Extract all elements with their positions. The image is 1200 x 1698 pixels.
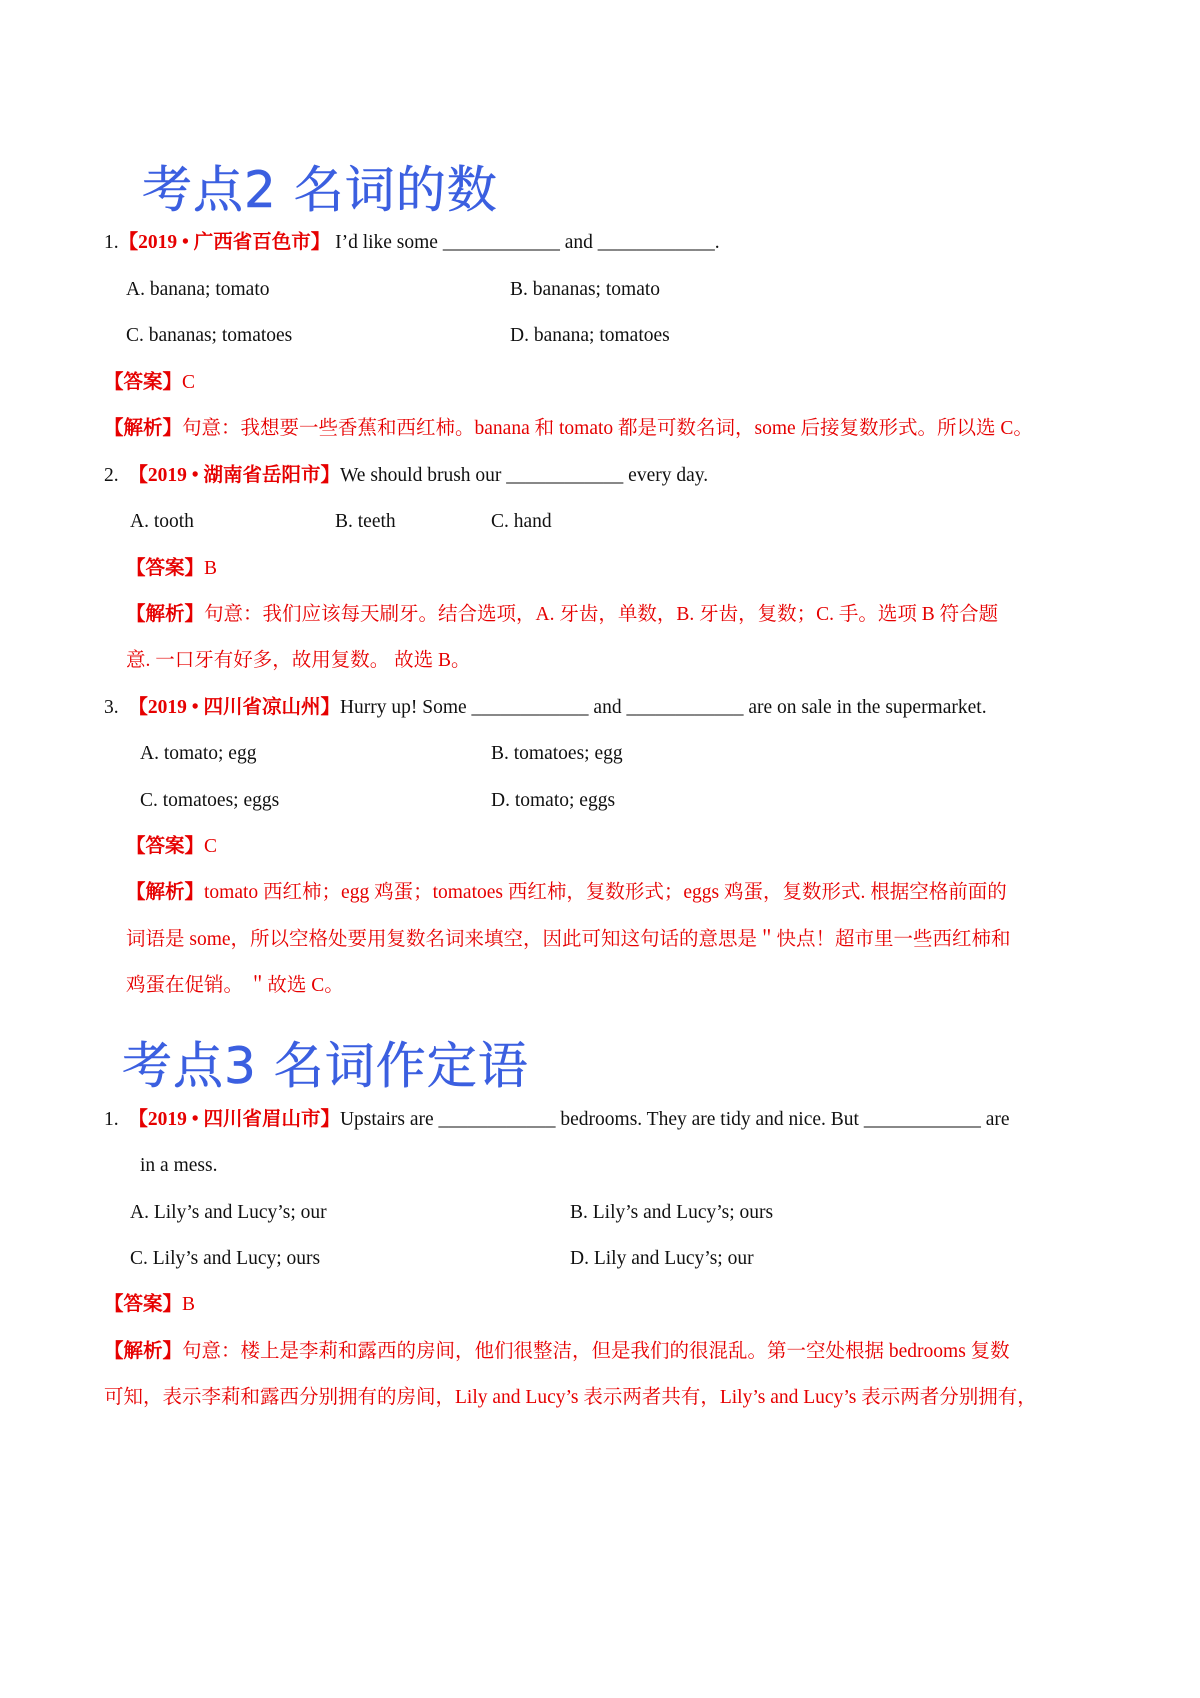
option-c: C. tomatoes; eggs [140,790,280,811]
question-source: 【2019 • 广西省百色市】 [118,232,331,253]
question-number: 3. [104,697,119,718]
analysis-text: 句意：我们应该每天刷牙。结合选项，A. 牙齿，单数，B. 牙齿，复数；C. 手。选项 B 符合题 [204,604,999,625]
answer-label: 【答案】 [126,836,205,857]
analysis-label: 【解析】 [126,882,205,903]
question-stem: I’d like some ____________ and ____________. [335,232,720,253]
question-stem: Hurry up! Some ____________ and ____________ are on sale in the supermarket. [339,697,987,718]
option-a: A. tomato; egg [140,743,257,764]
option-b: B. tomatoes; egg [491,743,623,764]
analysis [126,603,998,627]
answer-label: 【答案】 [104,1294,183,1315]
analysis [104,1340,1010,1364]
question-2 [104,464,708,488]
question-1 [104,1108,1010,1132]
answer [104,1293,195,1317]
section-title: 考点3 名词作定语 [122,1037,529,1095]
analysis-label: 【解析】 [126,604,205,625]
question-3 [104,696,987,720]
answer-label: 【答案】 [126,558,205,579]
answer-value: C [204,836,218,857]
analysis-continued: 鸡蛋在促销。 ＂故选 C。 [126,975,344,996]
option-a: A. tooth [130,511,194,532]
answer-value: B [204,558,218,579]
option-d: D. Lily and Lucy’s; our [570,1248,754,1269]
analysis-label: 【解析】 [104,1341,183,1362]
answer-value: C [182,372,196,393]
option-b: B. teeth [335,511,396,532]
analysis-text: 句意：楼上是李莉和露西的房间，他们很整洁，但是我们的很混乱。第一空处根据 bedrooms 复数 [182,1341,1010,1362]
analysis-text: 句意：我想要一些香蕉和西红柿。banana 和 tomato 都是可数名词，some 后接复数形式。所以选 C。 [182,418,1033,439]
option-a: A. banana; tomato [126,279,270,300]
analysis-continued: 词语是 some，所以空格处要用复数名词来填空，因此可知这句话的意思是＂快点！超市里一些西红柿和 [126,929,1011,950]
question-1 [104,231,720,255]
option-c: C. Lily’s and Lucy; ours [130,1248,321,1269]
question-stem: Upstairs are ____________ bedrooms. They are tidy and nice. But ____________ are [339,1109,1010,1130]
section-title: 考点2 名词的数 [142,161,498,219]
option-c: C. hand [491,511,552,532]
answer [126,835,217,859]
analysis [104,417,1033,441]
question-stem-continued: in a mess. [140,1155,218,1176]
question-source: 【2019 • 四川省眉山市】 [128,1109,340,1130]
analysis-continued: 意. 一口牙有好多，故用复数。 故选 B。 [126,650,471,671]
question-source: 【2019 • 湖南省岳阳市】 [128,465,340,486]
analysis [126,881,1007,905]
option-d: D. tomato; eggs [491,790,616,811]
question-number: 2. [104,465,119,486]
analysis-text: tomato 西红柿；egg 鸡蛋；tomatoes 西红柿，复数形式；eggs 鸡蛋，复数形式. 根据空格前面的 [204,882,1007,903]
answer-value: B [182,1294,196,1315]
question-source: 【2019 • 四川省凉山州】 [128,697,340,718]
option-d: D. banana; tomatoes [510,325,670,346]
analysis-label: 【解析】 [104,418,183,439]
answer-label: 【答案】 [104,372,183,393]
option-a: A. Lily’s and Lucy’s; our [130,1202,327,1223]
analysis-continued: 可知，表示李莉和露西分别拥有的房间，Lily and Lucy’s 表示两者共有，Lily’s and Lucy’s 表示两者分别拥有， [104,1387,1037,1408]
option-c: C. bananas; tomatoes [126,325,293,346]
question-number: 1. [104,232,119,253]
question-stem: We should brush our ____________ every day. [339,465,709,486]
option-b: B. bananas; tomato [510,279,661,300]
answer [104,371,195,395]
option-b: B. Lily’s and Lucy’s; ours [570,1202,774,1223]
answer [126,557,217,581]
question-number: 1. [104,1109,119,1130]
